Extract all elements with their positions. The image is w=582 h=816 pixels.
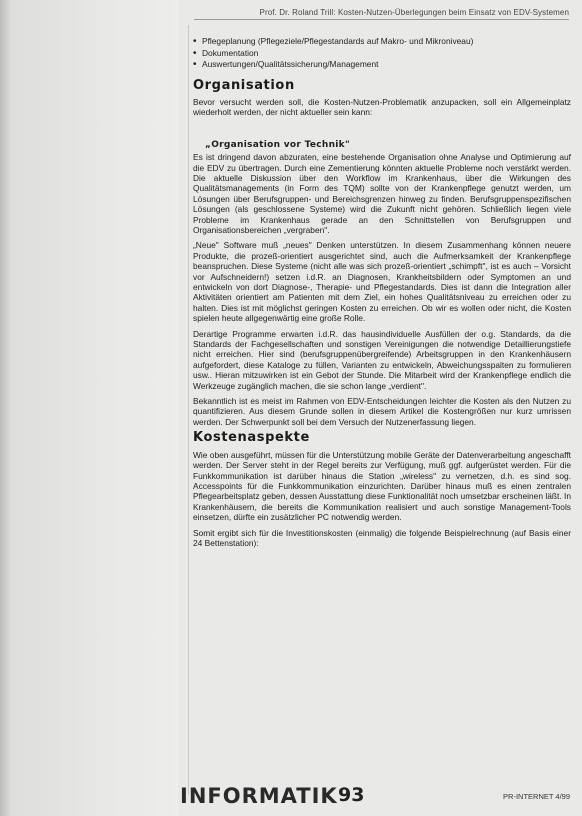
column-divider — [188, 25, 189, 795]
section-heading-organisation: Organisation — [193, 77, 295, 93]
list-item: • Dokumentation — [193, 48, 571, 60]
bullet-list — [193, 36, 571, 71]
magazine-logo: INFORMATIK — [180, 784, 338, 808]
paragraph: Bekanntlich ist es meist im Rahmen von EDV-Entscheidungen leichter die Kosten als den Nutzen zu quantifizieren. Aus diesem Grunde sollen in diesem Artikel die Kostengrößen nur kurz umrissen werden. Der Schwerpunkt soll bei dem Versuch der Nutzenerfassung liegen. — [193, 396, 571, 427]
main-column — [193, 36, 571, 553]
list-item: • Pflegeplanung (Pflegeziele/Pflegestandards auf Makro- und Mikroniveau) — [193, 36, 571, 48]
left-margin — [0, 0, 178, 816]
paragraph: Wie oben ausgeführt, müssen für die Unterstützung mobile Geräte der Datenverarbeitung angeschafft werden. Der Server steht in der Regel bereits zur Verfügung, muß ggf. aufgerüstet werden. Für die Funkkommunikation ist darüber hinaus die Station „wireless" zu vernetzen, d.h. es sind sog. Accesspoints für die Funkkommunikation einzurichten. Darüber hinaus muß es einen zentralen Pflegearbeitsplatz geben, dessen Ausstattung diese Funktionalität noch umsetzbar erscheinen läßt. In Krankenhäusern, die bereits die Kommunikation realisiert und auch sonstige Management-Tools einsetzen, dürfte ein zusätzlicher PC notwendig werden. — [193, 449, 571, 523]
paragraph: „Neue" Software muß „neues" Denken unterstützen. In diesem Zusammenhang können neuere Produkte, die prozeß-orientiert ausgerichtet sind, auch die Aufmerksamkeit der Krankenpflege beanspruchen. Diese Systeme (nicht alle was sich prozeß-orientiert „schimpft", ist es auch – Vorsicht vor Aufschneidern!) setzen i.d.R. an Diagnosen, Krankheitsbildern oder Symptomen an und entwickeln von dort Diagnose-, Therapie- und Pflegestandards. Dies ist dann die Integration aller Aktivitäten orientiert am Patienten mit dem Ziel, ein hohes Qualitätsniveau zu erreichen oder zu halten. Dies ist mit möglichst geringen Kosten zu erreichen. Ob wir es wollen oder nicht, die Kosten spielen heute allgegenwärtig eine große Rolle. — [193, 240, 571, 324]
page-number: 93 — [338, 784, 365, 806]
quote-heading: „Organisation vor Technik" — [205, 139, 350, 150]
section-heading-kostenaspekte: Kostenaspekte — [193, 430, 310, 446]
paragraph: Derartige Programme erwarten i.d.R. das hausindividuelle Ausfüllen der o.g. Standards, da die Standards der Fachgesellschaften und sonstigen Vereinigungen die notwendige Detaillierungstiefe nicht erreichen. Hier sind (berufsgruppenübergreifende) Arbeitsgruppen in den Krankenhäusern aufgefordert, diese Kataloge zu füllen, Varianten zu entwickeln, Abweichungsspalten zu formulieren usw.. Hieran mitzuwirken ist ein Gebot der Stunde. Die Mitarbeit wird der Krankenpflege endlich die Werkzeuge zugänglich machen, die sie schon lange „verdient". — [193, 328, 571, 391]
paragraph: Somit ergibt sich für die Investitionskosten (einmalig) die folgende Beispielrechnung (auf Basis einer 24 Bettenstation): — [193, 527, 571, 548]
running-header: Prof. Dr. Roland Trill: Kosten-Nutzen-Überlegungen beim Einsatz von EDV-Systemen — [194, 8, 569, 20]
paragraph-intro: Bevor versucht werden soll, die Kosten-Nutzen-Problematik anzupacken, soll ein Allgemeinplatz wiederholt werden, der nicht aktueller sein kann: — [193, 96, 571, 118]
page-footer — [180, 784, 580, 808]
issue-label: PR-INTERNET 4/99 — [503, 792, 570, 801]
book-spine-shadow — [0, 0, 10, 816]
paragraph: Es ist dringend davon abzuraten, eine bestehende Organisation ohne Analyse und Optimierung auf die EDV zu übertragen. Durch eine Zementierung könnten aktuelle Probleme noch verstärkt werden. Die aktuelle Diskussion über den Workflow im Krankenhaus, über die Wirkungen des Qualitätsmanagements (in Form des TQM) sollte von der Krankenpflege genutzt werden, um Lösungen über Berufsgruppen- und Bereichsgrenzen hinweg zu finden. Berufsgruppenspezifischen Lösungen (als geschlossene Systeme) wird die Zukunft nicht gehören. Schließlich liegen viele Probleme im Krankenhaus gerade an den Schnittstellen von Berufsgruppen und Organisationsbereichen „vergraben". — [193, 152, 571, 235]
list-item: • Auswertungen/Qualitätssicherung/Management — [193, 59, 571, 71]
